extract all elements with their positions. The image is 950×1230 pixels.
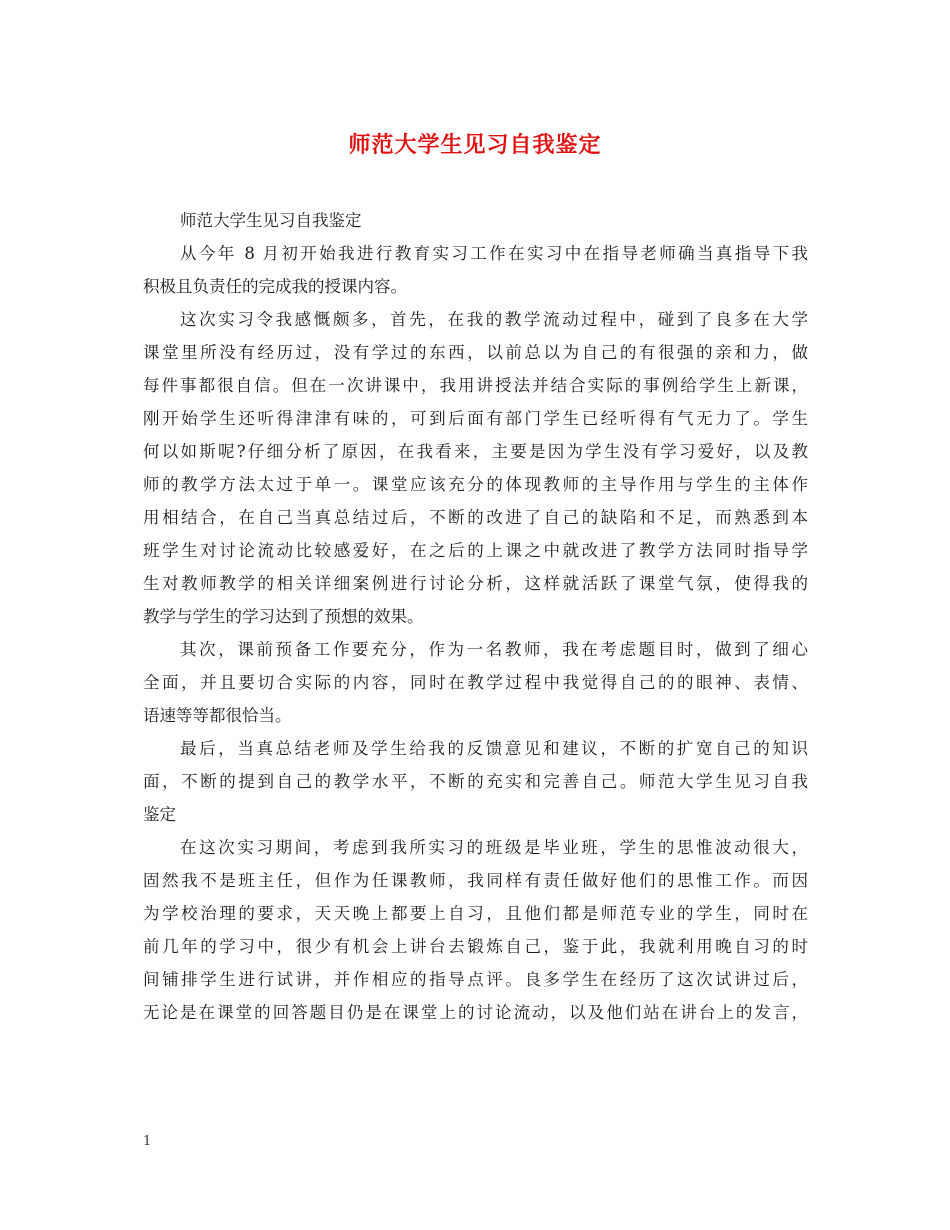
body-line: 师范大学生见习自我鉴定 (180, 211, 362, 230)
body-line: 课堂里所没有经历过，没有学过的东西，以前总以为自己的有很强的亲和力，做 (143, 343, 808, 362)
body-line: 前几年的学习中，很少有机会上讲台去锻炼自己，鉴于此，我就利用晚自习的时 (143, 937, 808, 956)
page-number: 1 (143, 1134, 152, 1149)
body-line: 师的教学方法太过于单一。课堂应该充分的体现教师的主导作用与学生的主体作 (143, 475, 808, 494)
body-line: 这次实习令我感慨颇多，首先，在我的教学流动过程中，碰到了良多在大学 (180, 310, 808, 329)
body-line: 语速等等都很恰当。 (143, 706, 292, 725)
body-line: 班学生对讨论流动比较感爱好，在之后的上课之中就改进了教学方法同时指导学 (143, 541, 808, 560)
body-line: 鉴定 (143, 805, 176, 824)
body-line: 用相结合，在自己当真总结过后，不断的改进了自己的缺陷和不足，而熟悉到本 (143, 508, 808, 527)
body-line: 面，不断的提到自己的教学水平，不断的充实和完善自己。师范大学生见习自我 (143, 772, 808, 791)
body-line: 何以如斯呢?仔细分析了原因，在我看来，主要是因为学生没有学习爱好，以及教 (143, 442, 808, 461)
body-line: 间铺排学生进行试讲，并作相应的指导点评。良多学生在经历了这次试讲过后， (143, 970, 808, 989)
body-line: 其次，课前预备工作要充分，作为一名教师，我在考虑题目时，做到了细心 (180, 640, 808, 659)
body-line: 全面，并且要切合实际的内容，同时在教学过程中我觉得自己的的眼神、表情、 (143, 673, 808, 692)
document-title: 师范大学生见习自我鉴定 (348, 132, 602, 158)
body-line: 从今年 8 月初开始我进行教育实习工作在实习中在指导老师确当真指导下我 (180, 244, 808, 263)
body-line: 为学校治理的要求，天天晚上都要上自习，且他们都是师范专业的学生，同时在 (143, 904, 808, 923)
body-line: 刚开始学生还听得津津有味的，可到后面有部门学生已经听得有气无力了。学生 (143, 409, 808, 428)
body-line: 每件事都很自信。但在一次讲课中，我用讲授法并结合实际的事例给学生上新课， (143, 376, 808, 395)
body-line: 教学与学生的学习达到了预想的效果。 (143, 607, 424, 626)
body-line: 在这次实习期间，考虑到我所实习的班级是毕业班，学生的思惟波动很大， (180, 838, 808, 857)
document-body (143, 204, 808, 1029)
body-line: 最后，当真总结老师及学生给我的反馈意见和建议，不断的扩宽自己的知识 (180, 739, 808, 758)
body-line: 生对教师教学的相关详细案例进行讨论分析，这样就活跃了课堂气氛，使得我的 (143, 574, 808, 593)
body-line: 无论是在课堂的回答题目仍是在课堂上的讨论流动，以及他们站在讲台上的发言， (143, 1003, 808, 1022)
body-line: 固然我不是班主任，但作为任课教师，我同样有责任做好他们的思惟工作。而因 (143, 871, 808, 890)
body-line: 积极且负责任的完成我的授课内容。 (143, 277, 407, 296)
